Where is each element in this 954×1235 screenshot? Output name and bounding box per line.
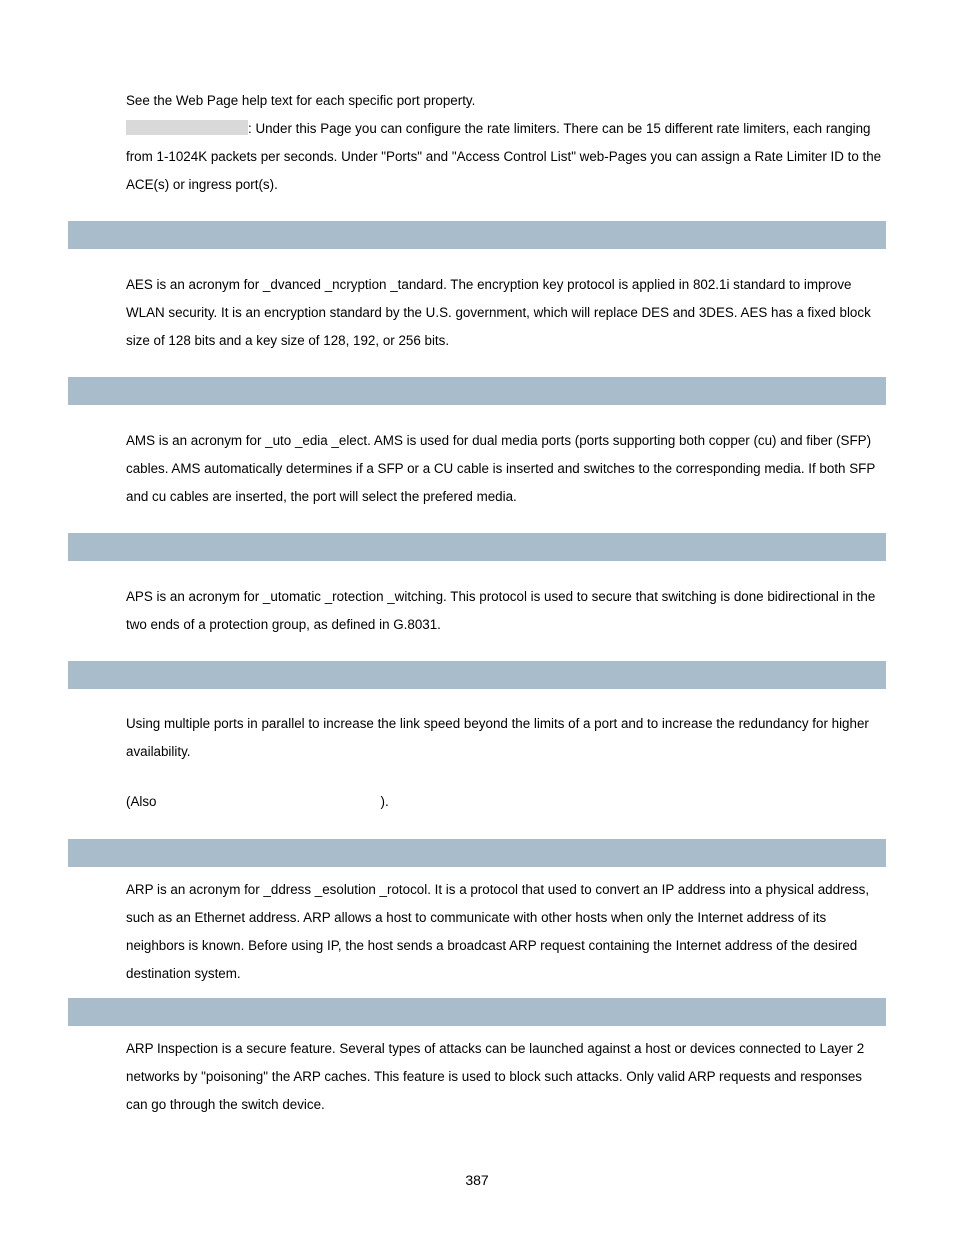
section-header-bar-arp (68, 839, 886, 867)
rate-limiter-term-highlight (126, 120, 248, 135)
arp-paragraph: ARP is an acronym for _ddress _esolution _rotocol. It is a protocol that used to convert an IP address into a physical address, such as an Ethernet address. ARP allows a host to communicate with other hosts when only the Internet address of its neighbors is known. Before using IP, the host sends a broadcast ARP request containing the Internet address of the desired destination system. (126, 882, 870, 981)
section-header-bar-aps (68, 533, 886, 561)
rate-limiter-text: : Under this Page you can configure the rate limiters. There can be 15 different rate limiters, each ranging from 1-1024K packets per seconds. Under "Ports" and "Access Control List" web-Pages you can assign a Rate Limiter ID to the ACE(s) or ingress port(s). (126, 121, 882, 192)
aps-paragraph: APS is an acronym for _utomatic _rotection _witching. This protocol is used to secure that switching is done bidirectional in the two ends of a protection group, as defined in G.8031. (126, 589, 876, 632)
page-number: 387 (465, 1172, 489, 1188)
arp-inspection-paragraph: ARP Inspection is a secure feature. Several types of attacks can be launched against a host or devices connected to Layer 2 networks by "poisoning" the ARP caches. This feature is used to block such attacks. Only valid ARP requests and responses can go through the switch device. (126, 1041, 865, 1112)
help-text-paragraph: See the Web Page help text for each specific port property. (126, 93, 476, 108)
ams-paragraph: AMS is an acronym for _uto _edia _elect. AMS is used for dual media ports (ports supporting both copper (cu) and fiber (SFP) cables. AMS automatically determines if a SFP or a CU cable is inserted and switches to the corresponding media. If both SFP and cu cables are inserted, the port will select the prefered media. (126, 433, 876, 504)
aggregation-also-close: ). (380, 794, 389, 809)
section-header-bar-aggregation (68, 661, 886, 689)
aggregation-also-paragraph (126, 788, 886, 816)
aggregation-also-open: (Also (126, 794, 157, 809)
section-header-bar-aes (68, 221, 886, 249)
aggregation-paragraph: Using multiple ports in parallel to increase the link speed beyond the limits of a port and to increase the redundancy for higher availability. (126, 716, 869, 759)
section-header-bar-ams (68, 377, 886, 405)
aes-paragraph: AES is an acronym for _dvanced _ncryption _tandard. The encryption key protocol is applied in 802.1i standard to improve WLAN security. It is an encryption standard by the U.S. government, which will replace DES and 3DES. AES has a fixed block size of 128 bits and a key size of 128, 192, or 256 bits. (126, 277, 871, 348)
section-header-bar-arp-inspection (68, 998, 886, 1026)
rate-limiter-paragraph (126, 115, 886, 199)
